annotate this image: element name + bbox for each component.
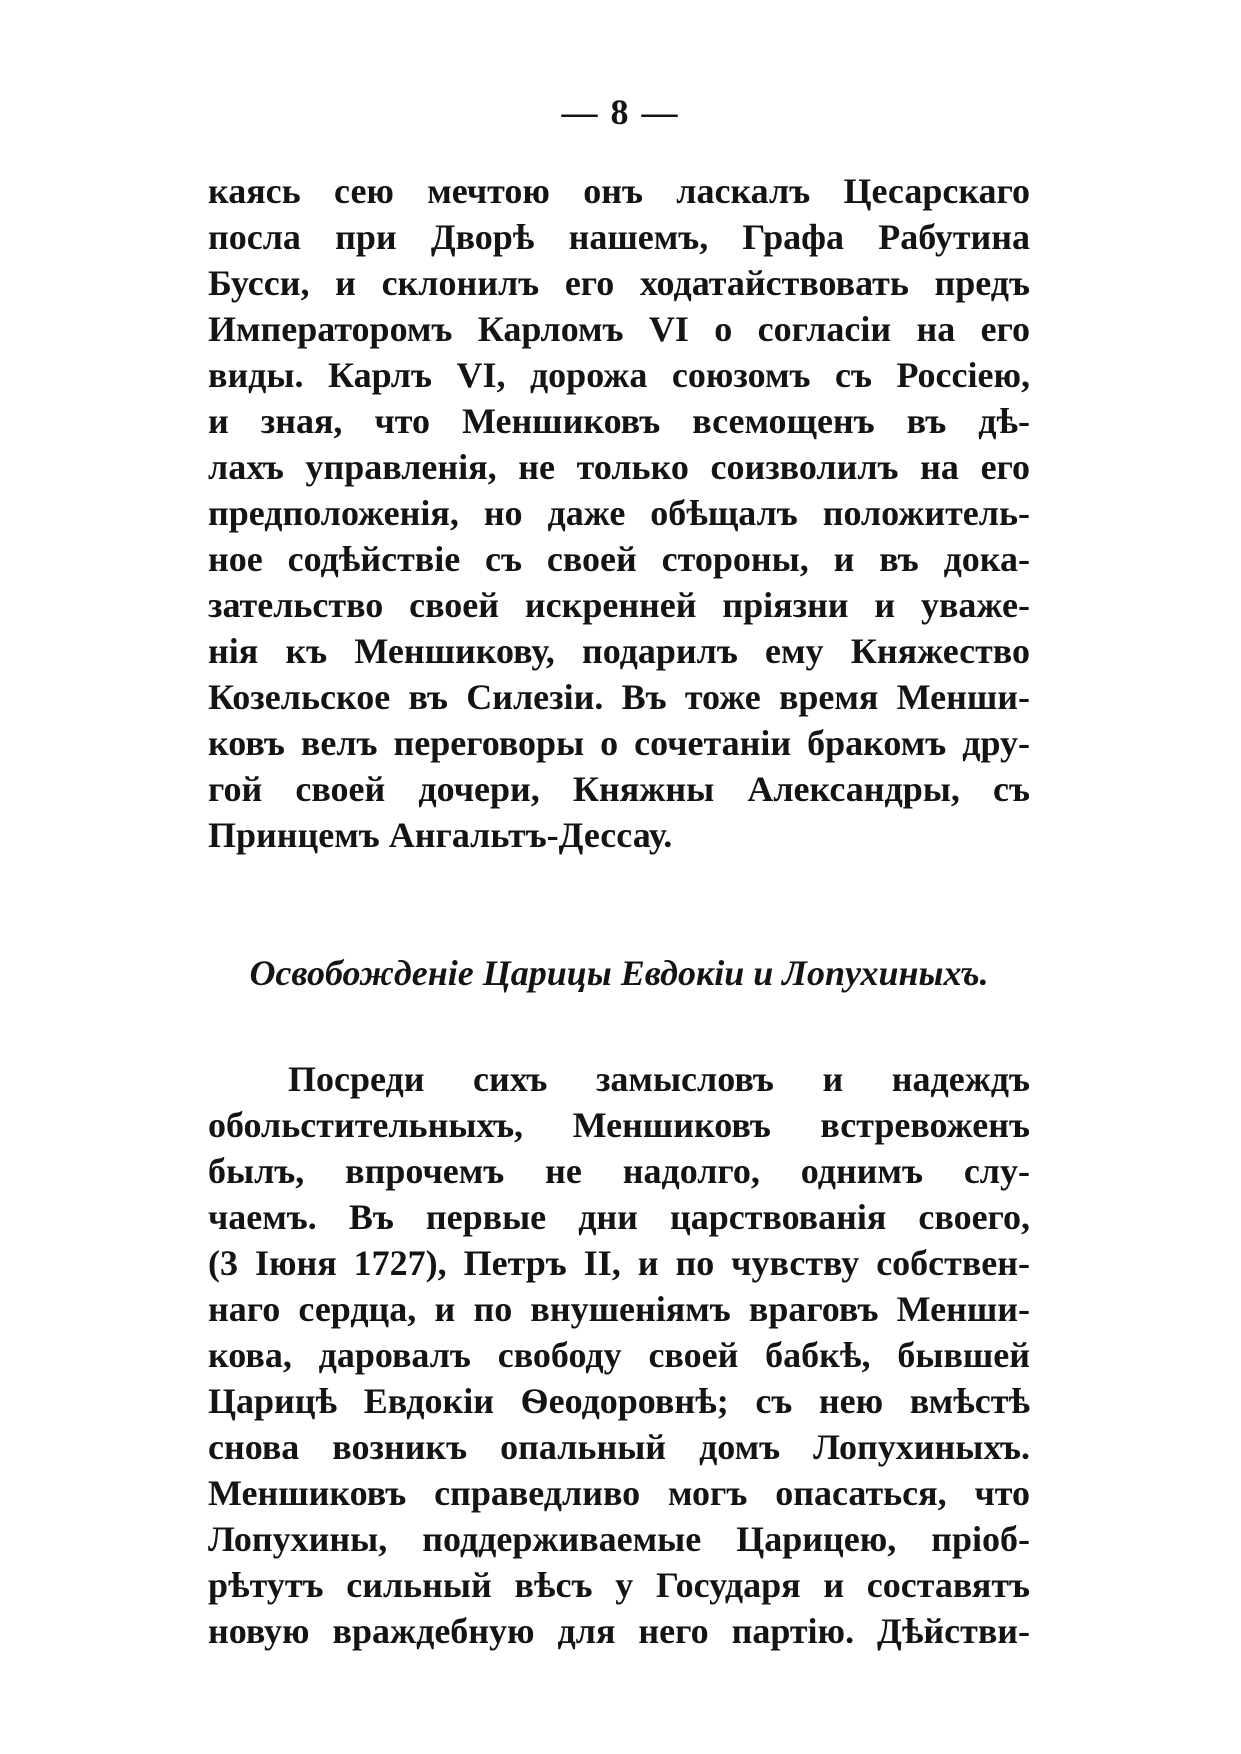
text-line: обольстительныхъ, Меншиковъ встревоженъ <box>208 1105 1030 1145</box>
text-line: посла при Дворѣ нашемъ, Графа Рабутина <box>208 217 1030 257</box>
text-line: предположенія, но даже обѣщалъ положитель- <box>208 493 1030 533</box>
text-line: зательство своей искренней пріязни и уваже- <box>208 585 1030 625</box>
text-line: Императоромъ Карломъ VI о согласіи на его <box>208 309 1030 349</box>
text-line: и зная, что Меншиковъ всемощенъ въ дѣ- <box>208 401 1030 441</box>
text-line: гой своей дочери, Княжны Александры, съ <box>208 769 1030 809</box>
text-line: Бусси, и склонилъ его ходатайствовать предъ <box>208 263 1030 303</box>
text-line: новую враждебную для него партію. Дѣйстви- <box>208 1611 1030 1651</box>
text-line: кова, даровалъ свободу своей бабкѣ, бывшей <box>208 1335 1030 1375</box>
text-line: Козельское въ Силезіи. Въ тоже время Менши- <box>208 677 1030 717</box>
text-line: лахъ управленія, не только соизволилъ на его <box>208 447 1030 487</box>
text-line: Меншиковъ справедливо могъ опасаться, что <box>208 1473 1030 1513</box>
text-line: (3 Іюня 1727), Петръ II, и по чувству собствен- <box>208 1243 1030 1283</box>
text-line: былъ, впрочемъ не надолго, однимъ слу- <box>208 1151 1030 1191</box>
paragraph-1 <box>208 168 1030 858</box>
page-number: — 8 — <box>561 92 680 132</box>
text-line: ковъ велъ переговоры о сочетаніи бракомъ дру- <box>208 723 1030 763</box>
paragraph-2 <box>208 1056 1030 1654</box>
text-line: Лопухины, поддерживаемые Царицею, пріоб- <box>208 1519 1030 1559</box>
text-line: рѣтутъ сильный вѣсъ у Государя и составятъ <box>208 1565 1030 1605</box>
text-line: наго сердца, и по внушеніямъ враговъ Менши- <box>208 1289 1030 1329</box>
text-line: снова возникъ опальный домъ Лопухиныхъ. <box>208 1427 1030 1467</box>
text-line: каясь сею мечтою онъ ласкалъ Цесарскаго <box>208 171 1030 211</box>
text-line: Принцемъ Ангальтъ-Дессау. <box>208 815 673 855</box>
text-line: Царицѣ Евдокіи Ѳеодоровнѣ; съ нею вмѣстѣ <box>208 1381 1030 1421</box>
text-line: чаемъ. Въ первые дни царствованія своего, <box>208 1197 1030 1237</box>
text-line: нія къ Меншикову, подарилъ ему Княжество <box>208 631 1030 671</box>
text-line: виды. Карлъ VI, дорожа союзомъ съ Россіею, <box>208 355 1030 395</box>
text-line: ное содѣйствіе съ своей стороны, и въ дока- <box>208 539 1030 579</box>
text-line: Посреди сихъ замысловъ и надеждъ <box>288 1059 1030 1099</box>
section-heading: Освобожденіе Царицы Евдокіи и Лопухиныхъ. <box>249 953 989 993</box>
